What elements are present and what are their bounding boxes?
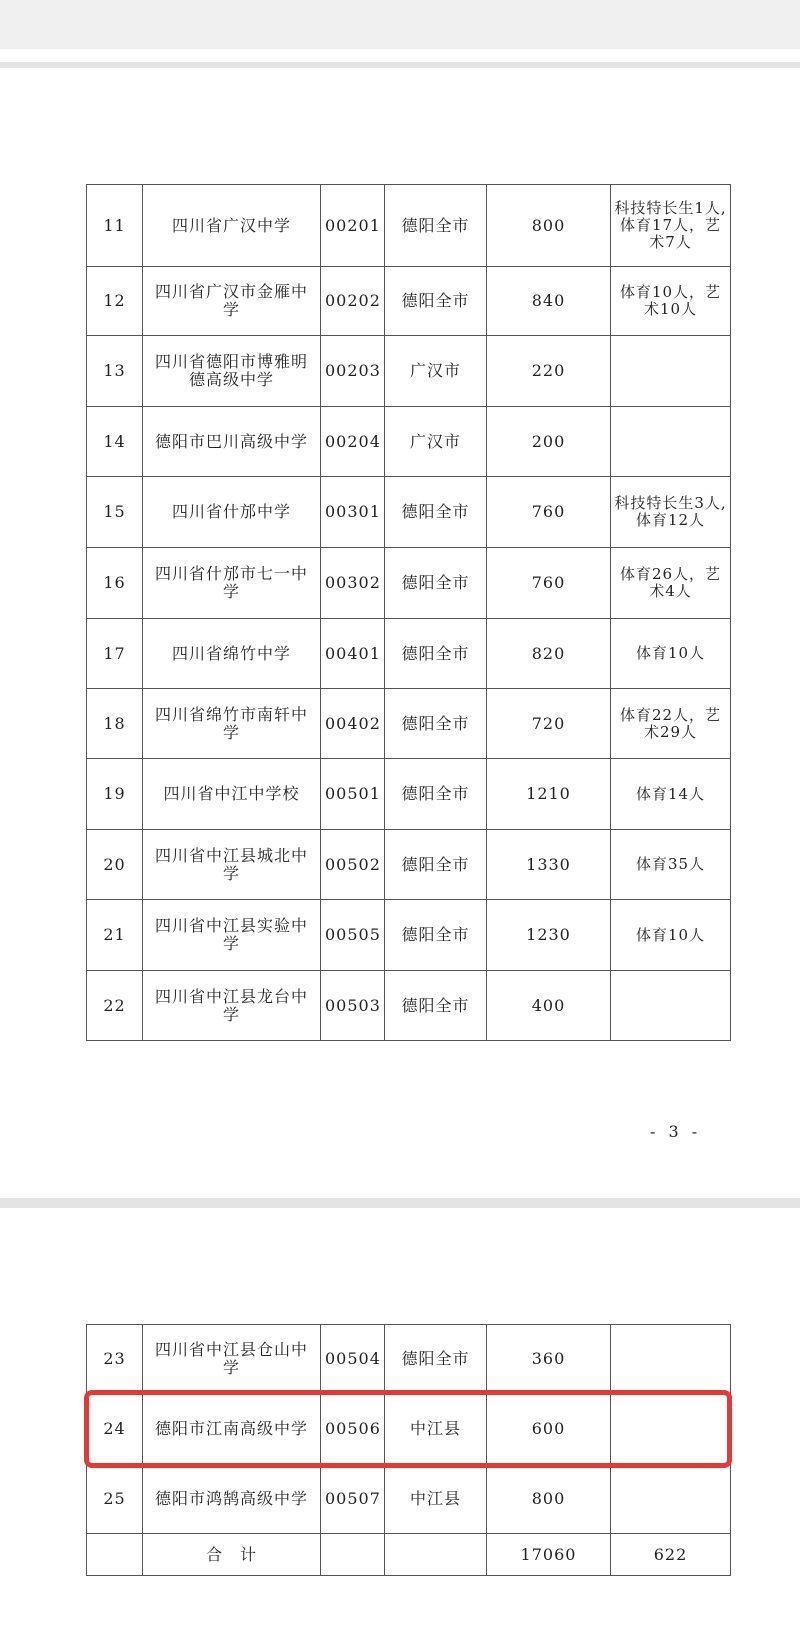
- plan-count: 800: [487, 1465, 611, 1534]
- table-row: [87, 971, 731, 1041]
- enrollment-table-page-3: [86, 184, 731, 1041]
- table-row: [87, 1325, 731, 1394]
- empty-cell: [385, 1534, 487, 1576]
- plan-count: 840: [487, 267, 611, 336]
- page-separator: [0, 62, 800, 68]
- top-bar: [0, 0, 800, 49]
- plan-count: 220: [487, 336, 611, 407]
- school-code: 00501: [321, 759, 385, 830]
- table-row: [87, 267, 731, 336]
- school-code: 00507: [321, 1465, 385, 1534]
- row-number: 22: [87, 971, 143, 1041]
- empty-cell: [321, 1534, 385, 1576]
- enrollment-area: 德阳全市: [385, 971, 487, 1041]
- school-code: 00402: [321, 689, 385, 759]
- table-row: [87, 619, 731, 689]
- enrollment-area: 德阳全市: [385, 619, 487, 689]
- plan-count: 820: [487, 619, 611, 689]
- enrollment-area: 中江县: [385, 1394, 487, 1465]
- table-row: [87, 759, 731, 830]
- row-number: 23: [87, 1325, 143, 1394]
- highlight-box: [84, 1390, 732, 1468]
- enrollment-area: 德阳全市: [385, 548, 487, 619]
- enrollment-area: 德阳全市: [385, 477, 487, 548]
- note: 体育10人，艺术10人: [611, 267, 731, 336]
- note: 体育10人: [611, 619, 731, 689]
- school-name: 四川省中江县实验中学: [143, 900, 321, 971]
- table-row: [87, 336, 731, 407]
- note: [611, 971, 731, 1041]
- row-number: 18: [87, 689, 143, 759]
- row-number: 19: [87, 759, 143, 830]
- plan-count: 600: [487, 1394, 611, 1465]
- table-row: [87, 548, 731, 619]
- table-row: [87, 689, 731, 759]
- school-name: 德阳市巴川高级中学: [143, 407, 321, 477]
- note: 体育10人: [611, 900, 731, 971]
- plan-count: 800: [487, 185, 611, 267]
- table-row: [87, 830, 731, 900]
- school-name: 四川省绵竹市南轩中学: [143, 689, 321, 759]
- row-number: 12: [87, 267, 143, 336]
- row-number: 17: [87, 619, 143, 689]
- enrollment-area: 德阳全市: [385, 900, 487, 971]
- school-code: 00302: [321, 548, 385, 619]
- total-note: 622: [611, 1534, 731, 1576]
- school-code: 00504: [321, 1325, 385, 1394]
- plan-count: 1210: [487, 759, 611, 830]
- enrollment-area: 德阳全市: [385, 185, 487, 267]
- note: 体育14人: [611, 759, 731, 830]
- plan-count: 760: [487, 477, 611, 548]
- school-name: 四川省中江中学校: [143, 759, 321, 830]
- total-row: [87, 1534, 731, 1576]
- note: 科技特长生3人,体育12人: [611, 477, 731, 548]
- school-name: 四川省德阳市博雅明德高级中学: [143, 336, 321, 407]
- note: [611, 336, 731, 407]
- school-code: 00503: [321, 971, 385, 1041]
- enrollment-area: 德阳全市: [385, 1325, 487, 1394]
- school-code: 00203: [321, 336, 385, 407]
- row-number: 15: [87, 477, 143, 548]
- page-number: - 3 -: [650, 1122, 702, 1141]
- note: 体育35人: [611, 830, 731, 900]
- school-name: 四川省什邡中学: [143, 477, 321, 548]
- row-number: 13: [87, 336, 143, 407]
- row-number: 14: [87, 407, 143, 477]
- note: 体育22人，艺术29人: [611, 689, 731, 759]
- row-number: 25: [87, 1465, 143, 1534]
- plan-count: 1330: [487, 830, 611, 900]
- school-name: 四川省广汉中学: [143, 185, 321, 267]
- enrollment-area: 德阳全市: [385, 759, 487, 830]
- school-name: 四川省中江县仓山中学: [143, 1325, 321, 1394]
- table-row: [87, 477, 731, 548]
- school-code: 00401: [321, 619, 385, 689]
- row-number: 11: [87, 185, 143, 267]
- plan-count: 360: [487, 1325, 611, 1394]
- school-code: 00506: [321, 1394, 385, 1465]
- table-row: [87, 407, 731, 477]
- school-code: 00505: [321, 900, 385, 971]
- plan-count: 200: [487, 407, 611, 477]
- row-number: 21: [87, 900, 143, 971]
- school-code: 00301: [321, 477, 385, 548]
- school-name: 四川省中江县城北中学: [143, 830, 321, 900]
- school-name: 四川省什邡市七一中学: [143, 548, 321, 619]
- plan-count: 400: [487, 971, 611, 1041]
- table-row: [87, 900, 731, 971]
- note: [611, 1325, 731, 1394]
- enrollment-area: 德阳全市: [385, 267, 487, 336]
- school-name: 德阳市鸿鹄高级中学: [143, 1465, 321, 1534]
- row-number: 16: [87, 548, 143, 619]
- note: [611, 1465, 731, 1534]
- school-code: 00201: [321, 185, 385, 267]
- school-name: 四川省广汉市金雁中学: [143, 267, 321, 336]
- note: [611, 407, 731, 477]
- total-label: 合 计: [143, 1534, 321, 1576]
- school-name: 四川省绵竹中学: [143, 619, 321, 689]
- school-name: 四川省中江县龙台中学: [143, 971, 321, 1041]
- enrollment-area: 德阳全市: [385, 689, 487, 759]
- row-number: 20: [87, 830, 143, 900]
- enrollment-area: 广汉市: [385, 407, 487, 477]
- school-code: 00202: [321, 267, 385, 336]
- enrollment-area: 德阳全市: [385, 830, 487, 900]
- plan-count: 1230: [487, 900, 611, 971]
- page-separator: [0, 1198, 800, 1208]
- table-row: [87, 1465, 731, 1534]
- row-number: 24: [87, 1394, 143, 1465]
- note: 科技特长生1人,体育17人，艺术7人: [611, 185, 731, 267]
- school-name: 德阳市江南高级中学: [143, 1394, 321, 1465]
- plan-count: 760: [487, 548, 611, 619]
- table-row: [87, 185, 731, 267]
- school-code: 00204: [321, 407, 385, 477]
- plan-count: 720: [487, 689, 611, 759]
- enrollment-area: 广汉市: [385, 336, 487, 407]
- enrollment-area: 中江县: [385, 1465, 487, 1534]
- school-code: 00502: [321, 830, 385, 900]
- total-plan: 17060: [487, 1534, 611, 1576]
- note: 体育26人，艺术4人: [611, 548, 731, 619]
- empty-cell: [87, 1534, 143, 1576]
